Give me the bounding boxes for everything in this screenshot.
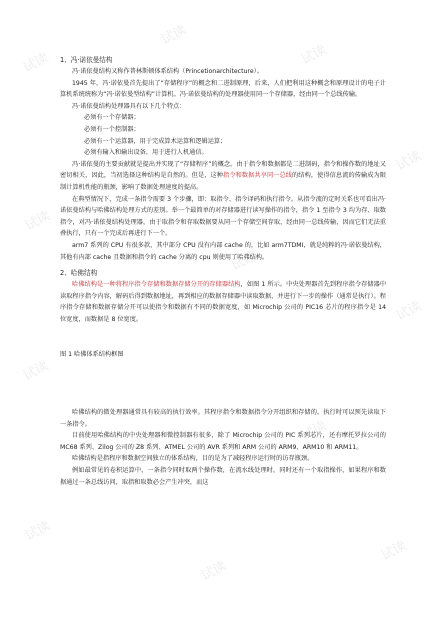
paragraph: 1945 年，冯·诺依曼首先提出了“存储程序”的概念和二进制原理，后来，人们把利用这种概念和原理设计的电子计算机系统统称为“冯·诺依曼型结构”计算机。冯·诺依曼结构的处理器使用同一个存储器，经由同一个总线传输。 bbox=[60, 79, 386, 99]
paragraph: 哈佛结构是指程序和数据空间独立的体系结构，目的是为了减轻程序运行时的访存瓶颈。 bbox=[72, 455, 314, 463]
watermark-text: 试读 bbox=[22, 518, 53, 544]
watermark-text: 试读 bbox=[393, 298, 424, 324]
watermark-text: 试读 bbox=[198, 558, 229, 584]
list-item: 必须有一个运算器，用于完成算术运算和逻辑运算； bbox=[84, 137, 227, 145]
list-item: 必须有一个存储器； bbox=[84, 114, 140, 122]
watermark-text: 试读 bbox=[228, 248, 259, 274]
list-item: 必须有输入和输出设备，用于进行人机通信。 bbox=[84, 149, 208, 157]
paragraph bbox=[60, 159, 386, 194]
paragraph-text: ，如图 1 所示。中央处理器首先到程序指令存储器中读取程序指令内容，解码后得到数据地址，再到相应的数据存储器中读取数据，并进行下一步的操作（通常是执行）。程序指令存储和数据存储分开可以使指令和数据有不同的数据宽度，如 Microchip 公司的 PIC16 芯片的程序指令是 14 位宽度，而数据是 8 位宽度。 bbox=[60, 281, 387, 323]
watermark-text: 试读 bbox=[22, 208, 53, 234]
watermark-text: 试读 bbox=[20, 358, 51, 384]
section-heading-von-neumann: 1、冯·诺依曼结构 bbox=[60, 56, 113, 64]
highlighted-text: 哈佛结构是一种将程序指令存储和数据存储分开的存储器结构 bbox=[72, 281, 241, 289]
watermark-text: 试读 bbox=[128, 428, 159, 454]
section-heading-harvard: 2、哈佛结构 bbox=[60, 269, 98, 278]
paragraph-text: 冯·诺依曼的主要贡献就是提出并实现了“存储程序”的概念。由于指令和数据都是二进制码，指令和操作数的地址又密切相关，因此，当初选择这种结构是自然的。但是，这种 bbox=[60, 160, 386, 180]
paragraph: 冯·诺依曼结构又称作普林斯顿体系结构（Princetionarchitecture）。 bbox=[72, 68, 263, 75]
paragraph bbox=[60, 279, 386, 325]
watermark-text: 试读 bbox=[298, 418, 329, 444]
watermark-text: 试读 bbox=[378, 538, 409, 564]
paragraph: arm7 系列的 CPU 有很多款，其中部分 CPU 没有内部 cache 的，比如 arm7TDMI，就是纯粹的冯·诺依曼结构，其他有内部 cache 且数据和指令的 cache 分离的 cpu 则使用了哈弗结构。 bbox=[60, 241, 386, 261]
paragraph: 例如最常见的卷积运算中，一条指令同时取两个操作数，在流水线处理时，同时还有一个取指操作，如果程序和数据通过一条总线访问，取指和取数必会产生冲突，而这 bbox=[60, 467, 386, 486]
watermark-text: 试读 bbox=[298, 42, 329, 68]
watermark-text: 试读 bbox=[20, 50, 51, 76]
paragraph: 在典型情况下，完成一条指令需要 3 个步骤，即：取指令、指令译码和执行指令。从指令流的定时关系也可看出冯·诺依曼结构与哈佛结构处理方式的差别。举一个最简单的对存储器进行读写操作的指令，指令 1 至指令 3 均为存、取数指令，对冯·诺依曼结构处理器，由于取指令和存取数据要从同一个存储空间存取，经由同一总线传输，因而它们无法重叠执行，只有一个完成后再进行下一个。 bbox=[60, 195, 386, 238]
paragraph: 哈佛结构的微处理器通常具有较高的执行效率。其程序指令和数据指令分开组织和存储的，执行时可以预先读取下一条指令。 bbox=[60, 409, 386, 428]
paragraph: 冯·诺依曼结构处理器具有以下几个特点： bbox=[72, 102, 186, 110]
document-body bbox=[60, 54, 386, 488]
list-item: 必须有一个控制器； bbox=[84, 125, 140, 133]
figure-caption: 图 1 哈佛体系结构框图 bbox=[60, 351, 124, 359]
paragraph: 目前使用哈佛结构的中央处理器和微控制器有很多，除了 Microchip 公司的 PIC 系列芯片，还有摩托罗拉公司的 MC68 系列、Zilog 公司的 Z8 系列、ATMEL 公司的 AVR 系列和 ARM 公司的 ARM9、ARM10 和 ARM11。 bbox=[60, 432, 386, 451]
watermark-text: 试读 bbox=[158, 22, 189, 48]
paragraph-text: 的结构，使得信息流的传输成为限制计算机性能的瓶颈，影响了数据处理速度的提高。 bbox=[60, 172, 387, 191]
watermark-text: 试读 bbox=[393, 148, 424, 174]
highlighted-text: 指令和数据共享同一总线 bbox=[223, 172, 293, 180]
